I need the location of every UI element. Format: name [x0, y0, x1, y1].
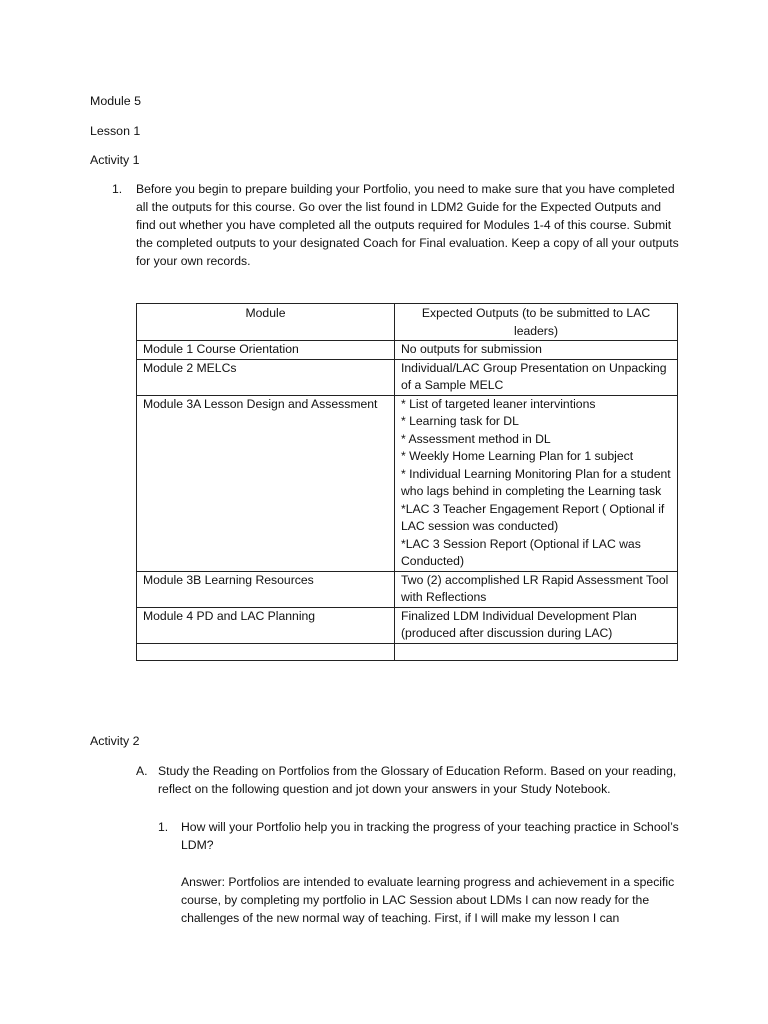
- answer-text: Answer: Portfolios are intended to evaluate learning progress and achievement in a specific course, by completing my portfolio in LAC Session about LDMs I can now ready for the challenges of the new normal way of teaching. First, if I will make my lesson I can: [181, 875, 675, 925]
- question-text: How will your Portfolio help you in tracking the progress of your teaching practice in School’s LDM?: [181, 820, 679, 852]
- module-cell: Module 3B Learning Resources: [137, 571, 395, 607]
- output-item: * List of targeted leaner intervintions: [401, 396, 596, 411]
- table-row: [137, 359, 678, 395]
- table-row: [137, 607, 678, 643]
- module-cell: Module 4 PD and LAC Planning: [137, 607, 395, 643]
- output-item: *LAC 3 Teacher Engagement Report ( Optional if LAC session was conducted): [401, 501, 665, 533]
- instruction-letter: A.: [136, 764, 148, 778]
- activity2-heading: Activity 2: [90, 734, 140, 748]
- module-cell: Module 3A Lesson Design and Assessment: [137, 395, 395, 571]
- module-cell: [137, 643, 395, 660]
- output-item: * Assessment method in DL: [401, 431, 551, 446]
- module-cell: Module 1 Course Orientation: [137, 341, 395, 360]
- output-item: Individual/LAC Group Presentation on Unpacking of a Sample MELC: [401, 360, 667, 392]
- table-row: [137, 341, 678, 360]
- lesson-heading: Lesson 1: [90, 124, 141, 138]
- table-row: [137, 395, 678, 571]
- output-item: Finalized LDM Individual Development Plan (produced after discussion during LAC): [401, 608, 637, 640]
- output-item: *LAC 3 Session Report (Optional if LAC was Conducted): [401, 536, 641, 568]
- table-header-row: [137, 304, 678, 341]
- header-module: Module: [137, 304, 395, 341]
- outputs-cell: [395, 395, 678, 571]
- outputs-cell: [395, 341, 678, 360]
- question-number: 1.: [158, 820, 169, 834]
- output-item: No outputs for submission: [401, 342, 542, 356]
- activity2-instruction: [136, 762, 681, 798]
- output-item: * Weekly Home Learning Plan for 1 subject: [401, 449, 634, 463]
- outputs-cell: [395, 359, 678, 395]
- table-row: [137, 643, 678, 660]
- activity1-heading: Activity 1: [90, 153, 140, 167]
- module-cell: Module 2 MELCs: [137, 359, 395, 395]
- output-item: * Individual Learning Monitoring Plan for a student who lags behind in completing the Learning task: [401, 466, 671, 498]
- table-row: [137, 571, 678, 607]
- outputs-cell: [395, 571, 678, 607]
- module-heading: Module 5: [90, 94, 141, 108]
- outputs-cell: [395, 607, 678, 643]
- outputs-cell: [395, 643, 678, 660]
- header-expected-outputs: Expected Outputs (to be submitted to LAC leaders): [395, 304, 678, 341]
- instruction-number: 1.: [112, 182, 123, 196]
- activity1-instruction: [112, 180, 682, 270]
- instruction-text: Before you begin to prepare building your Portfolio, you need to make sure that you have completed all the outputs for this course. Go over the list found in LDM2 Guide for the Expected Outputs and find out whether you have completed all the outputs required for Modules 1-4 of this course. Submit the completed outputs to your designated Coach for Final evaluation. Keep a copy of all your outputs for your own records.: [136, 182, 679, 268]
- reflection-question: [158, 818, 682, 854]
- expected-outputs-table: [136, 303, 678, 661]
- output-item: Two (2) accomplished LR Rapid Assessment Tool with Reflections: [401, 572, 669, 604]
- instruction-text: Study the Reading on Portfolios from the Glossary of Education Reform. Based on your reading, reflect on the following question and jot down your answers in your Study Notebook.: [158, 764, 677, 796]
- output-item: * Learning task for DL: [401, 414, 519, 428]
